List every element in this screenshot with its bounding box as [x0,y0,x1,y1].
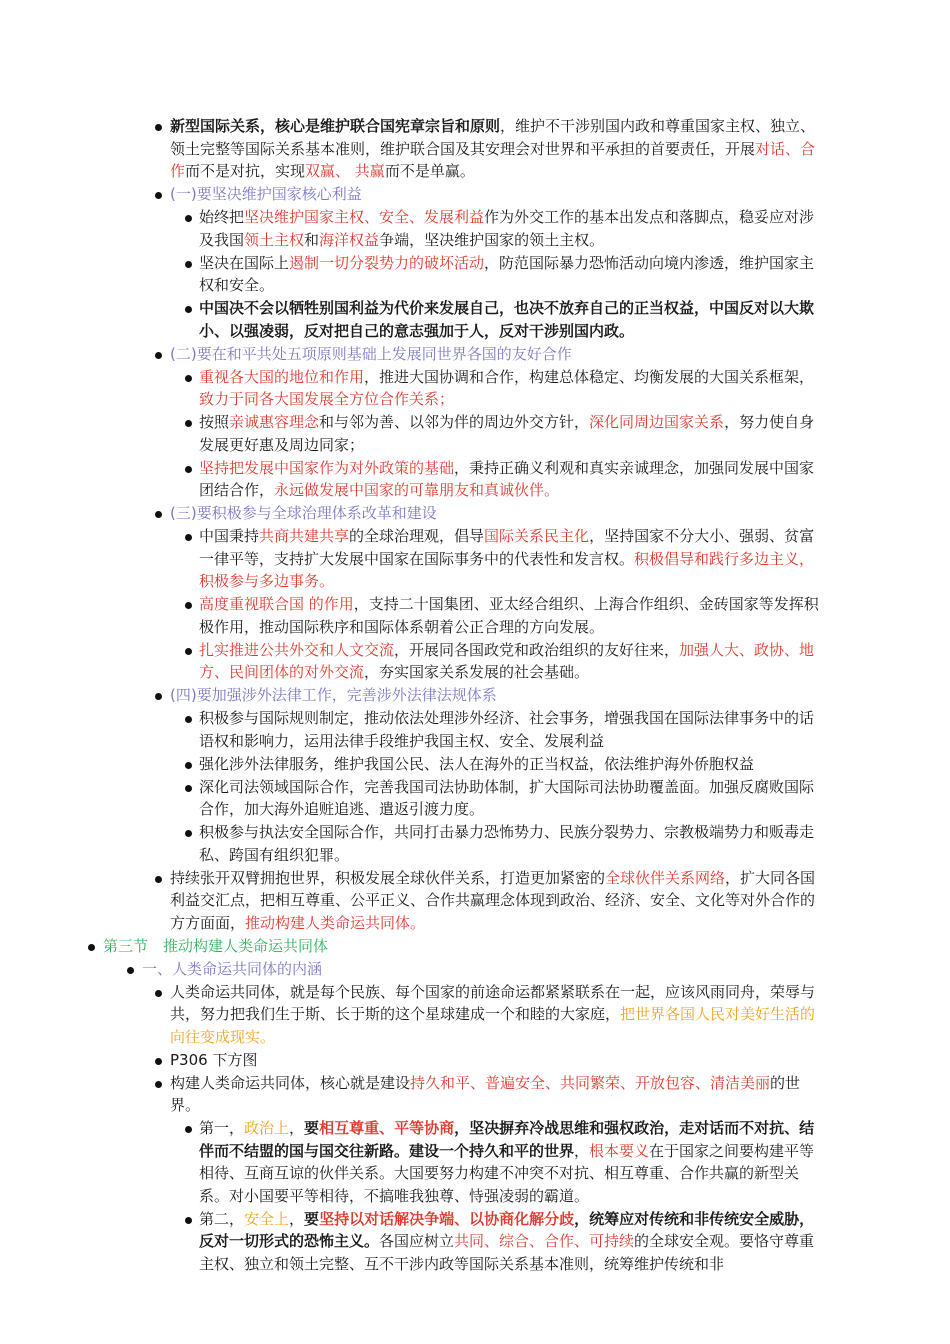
text-segment: 强化涉外法律服务，维护我国公民、法人在海外的正当权益，依法维护海外侨胞权益 [199,754,755,773]
text-segment: 把世界各国人民对美好生活的向往变成现实。 [170,1005,816,1046]
list-item [155,867,828,935]
text-segment: 持续张开双臂拥抱世界，积极发展全球伙伴关系，打造更加紧密的 [170,868,606,887]
text-segment: ，维护不干涉别国内政和尊重国家主权、独立、领土完整等国际关系基本准则，维护联合国及其安理会对世界和平承担的首要责任，开展 [170,117,816,158]
bullet-icon [185,762,192,769]
bullet-icon [155,511,162,518]
bullet-icon [185,375,192,382]
text-segment: 第二， [199,1209,245,1228]
list-item [155,502,828,525]
text-segment: 推动构建人类命运共同体。 [245,913,426,932]
text-segment: 按照 [199,413,230,431]
text-segment: 重视各大国的地位和作用 [199,367,365,386]
list-item [155,115,828,183]
list-item [185,206,828,251]
text-segment: 的全球安全观。要恪守尊重主权、独立和领土完整、互不干涉内政等国际关系基本准则，统筹维护传统和非 [199,1232,815,1273]
list-item [185,525,828,593]
text-segment: 的世界。 [170,1073,801,1114]
bullet-icon [155,124,162,131]
item-text [199,707,828,752]
text-segment: ， [289,1209,305,1228]
text-segment: 积极倡导和践行多边主义，积极参与多边事务。 [199,549,815,590]
text-segment: ，夯实国家关系发展的社会基础。 [364,663,590,681]
list-item [185,707,828,752]
bullet-icon [185,420,192,427]
text-segment: 永远做发展中国家的可靠朋友和真诚伙伴。 [274,481,560,499]
bullet-icon [185,261,192,268]
item-text [199,457,828,502]
text-segment: 要 [304,1119,320,1137]
text-segment: 新型国际关系，核心是维护联合国宪章宗旨和原则 [170,117,501,135]
text-segment: 领土主权 [244,230,305,249]
item-text [199,593,828,638]
bullet-icon [155,1081,162,1088]
item-text [199,1117,828,1207]
text-segment: 对话、合作 [170,139,816,180]
bullet-icon [185,716,192,723]
item-text [170,684,828,707]
text-segment: ，统筹应对传统和非传统安全威胁，反对一切形式的恐怖主义。 [199,1209,815,1250]
text-segment: ，开展同各国政党和政治组织的友好往来， [394,640,680,659]
text-segment: ，秉持正确义利观和真实亲诚理念，加强同发展中国家团结合作， [199,458,815,499]
item-text [170,1049,828,1072]
list-item [185,297,828,342]
bullet-icon [155,990,162,997]
list-item [185,457,828,502]
text-segment: 始终把 [199,208,245,226]
text-segment: 亲诚惠容理念 [229,413,320,431]
text-segment: 扎实推进公共外交和人文交流 [199,640,395,659]
text-segment: 加强人大、政协、地方、民间团体的对外交流 [199,640,815,681]
bullet-icon [155,352,162,359]
text-segment: 和与邻为善、以邻为伴的周边外交方针， [319,413,590,431]
text-segment: 高度重视联合国 的作用 [199,595,354,613]
item-text [199,639,828,684]
text-segment: 深化司法领域国际合作，完善我国司法协助体制，扩大国际司法协助覆盖面。加强反腐败国际合作，加大海外追赃追逃、遣返引渡力度。 [199,777,815,818]
bullet-icon [155,876,162,883]
section-heading [88,935,828,958]
bullet-icon [127,967,134,974]
text-segment: P306 下方图 [170,1050,258,1069]
bullet-icon [185,1126,192,1133]
bullet-icon [185,830,192,837]
list-item [185,753,828,776]
text-segment: (四)要加强涉外法律工作，完善涉外法律法规体系 [170,686,497,704]
text-segment: 中国决不会以牺牲别国利益为代价来发展自己，也决不放弃自己的正当权益，中国反对以大欺小、以强凌弱，反对把自己的意志强加于人，反对干涉别国内政。 [199,299,815,340]
text-segment: ， [574,1141,590,1160]
bullet-icon [185,602,192,609]
list-item [185,639,828,684]
text-segment: 坚持以对话解决争端、以协商化解分歧 [319,1209,575,1228]
text-segment: 国际关系民主化 [484,527,590,545]
list-item [185,821,828,866]
text-segment: ，努力使自身发展更好惠及周边同家； [199,413,815,454]
text-segment: 海洋权益 [319,230,380,249]
item-text [170,1072,828,1117]
text-segment: 和 [304,230,320,249]
text-segment: 第一， [199,1119,245,1137]
text-segment: 的全球治理观，倡导 [349,527,485,545]
text-segment: 坚决在国际上 [199,253,290,272]
item-text [170,502,828,525]
text-segment: 而不是对抗，实现 [185,162,306,180]
item-text [103,935,828,958]
item-text [170,981,828,1049]
text-segment: (三)要积极参与全球治理体系改革和建设 [170,504,437,522]
text-segment: 积极参与执法安全国际合作，共同打击暴力恐怖势力、民族分裂势力、宗教极端势力和贩毒走私、跨国有组织犯罪。 [199,823,815,864]
text-segment: 作为外交工作的基本出发点和落脚点，稳妥应对涉及我国 [199,208,815,249]
item-text [170,115,828,183]
list-item [155,981,828,1049]
item-text [199,206,828,251]
text-segment: 政治上 [244,1119,290,1137]
bullet-icon [185,1217,192,1224]
list-item [185,1117,828,1207]
text-segment: 坚决维护国家主权、安全、发展利益 [244,208,485,226]
text-segment: 遏制一切分裂势力的破坏活动 [289,253,485,272]
bullet-icon [155,1058,162,1065]
text-segment: ，坚持国家不分大小、强弱、贫富一律平等，支持扩大发展中国家在国际事务中的代表性和发言权。 [199,527,815,568]
item-text [170,867,828,935]
item-text [142,958,828,981]
text-segment: 深化同周边国家关系 [589,413,725,431]
text-segment: 根本要义 [589,1141,650,1160]
list-item [185,593,828,638]
text-segment: 构建人类命运共同体，核心就是建设 [170,1073,411,1092]
text-segment: 争端，坚决维护国家的领土主权。 [379,230,605,249]
item-text [199,411,828,456]
item-text [199,753,828,776]
text-segment: 持久和平、普遍安全、共同繁荣、开放包容、清洁美丽 [410,1073,771,1092]
text-segment: ， [289,1119,305,1137]
item-text [199,252,828,297]
text-segment: 而不是单赢。 [384,162,475,180]
text-segment: 人类命运共同体，就是每个民族、每个国家的前途命运都紧紧联系在一起，应该风雨同舟，荣辱与共，努力把我们生于斯、长于斯的这个星球建成一个和睦的大家庭， [170,982,816,1023]
item-text [199,776,828,821]
list-item [155,684,828,707]
bullet-icon [155,192,162,199]
text-segment: ，防范国际暴力恐怖活动向境内渗透，维护国家主权和安全。 [199,253,815,294]
bullet-icon [185,785,192,792]
subsection-heading [127,958,828,981]
text-segment: 在于国家之间要构建平等相待、互商互谅的伙伴关系。大国要努力构建不冲突不对抗、相互尊重、合作共赢的新型关系。对小国要平等相待，不搞唯我独尊、恃强凌弱的霸道。 [199,1141,815,1205]
text-segment: 全球伙伴关系网络 [605,868,726,887]
list-item [185,366,828,411]
text-segment: 致力于同各大国发展全方位合作关系； [199,390,455,408]
text-segment: ，支持二十国集团、亚太经合组织、上海合作组织、金砖国家等发挥积极作用，推动国际秩序和国际体系朝着公正合理的方向发展。 [199,595,819,636]
text-segment: 双赢、 共赢 [305,162,385,180]
bullet-icon [185,306,192,313]
text-segment: (二)要在和平共处五项原则基础上发展同世界各国的友好合作 [170,344,572,363]
text-segment: 一、人类命运共同体的内涵 [142,959,323,978]
list-item [155,1072,828,1117]
text-segment: ，坚决摒弃冷战思维和强权政治，走对话而不对抗、结伴而不结盟的国与国交往新路。建设一个持久和平的世界 [199,1119,815,1160]
text-segment: 各国应树立 [379,1232,455,1250]
bullet-icon [155,693,162,700]
text-segment: 要 [304,1209,320,1228]
list-item [185,1208,828,1276]
text-segment: 第三节 推动构建人类命运共同体 [103,936,329,955]
bullet-icon [185,215,192,222]
item-text [170,183,828,206]
item-text [199,366,828,411]
item-text [199,1208,828,1276]
bullet-icon [88,944,95,951]
text-segment: 中国秉持 [199,527,260,545]
text-segment: 积极参与国际规则制定，推动依法处理涉外经济、社会事务，增强我国在国际法律事务中的话语权和影响力，运用法律手段维护我国主权、安全、发展利益 [199,709,815,750]
text-segment: 相互尊重、平等协商 [319,1119,455,1137]
text-segment: 安全上 [244,1209,290,1228]
text-segment: 共同、综合、合作、可持续 [454,1232,635,1250]
list-item [185,252,828,297]
text-segment: ，扩大同各国利益交汇点，把相互尊重、公平正义、合作共赢理念体现到政治、经济、安全、文化等对外合作的方方面面， [170,868,816,932]
list-item [155,183,828,206]
text-segment: ，推进大国协调和合作，构建总体稳定、均衡发展的大国关系框架， [364,367,815,386]
item-text [199,297,828,342]
bullet-icon [185,648,192,655]
item-text [199,821,828,866]
item-text [199,525,828,593]
list-item [155,343,828,366]
list-item [185,776,828,821]
bullet-icon [185,534,192,541]
list-item [155,1049,828,1072]
text-segment: (一)要坚决维护国家核心利益 [170,185,362,203]
text-segment: 共商共建共享 [259,527,350,545]
bullet-icon [185,466,192,473]
text-segment: 坚持把发展中国家作为对外政策的基础 [199,458,455,477]
list-item [185,411,828,456]
item-text [170,343,828,366]
